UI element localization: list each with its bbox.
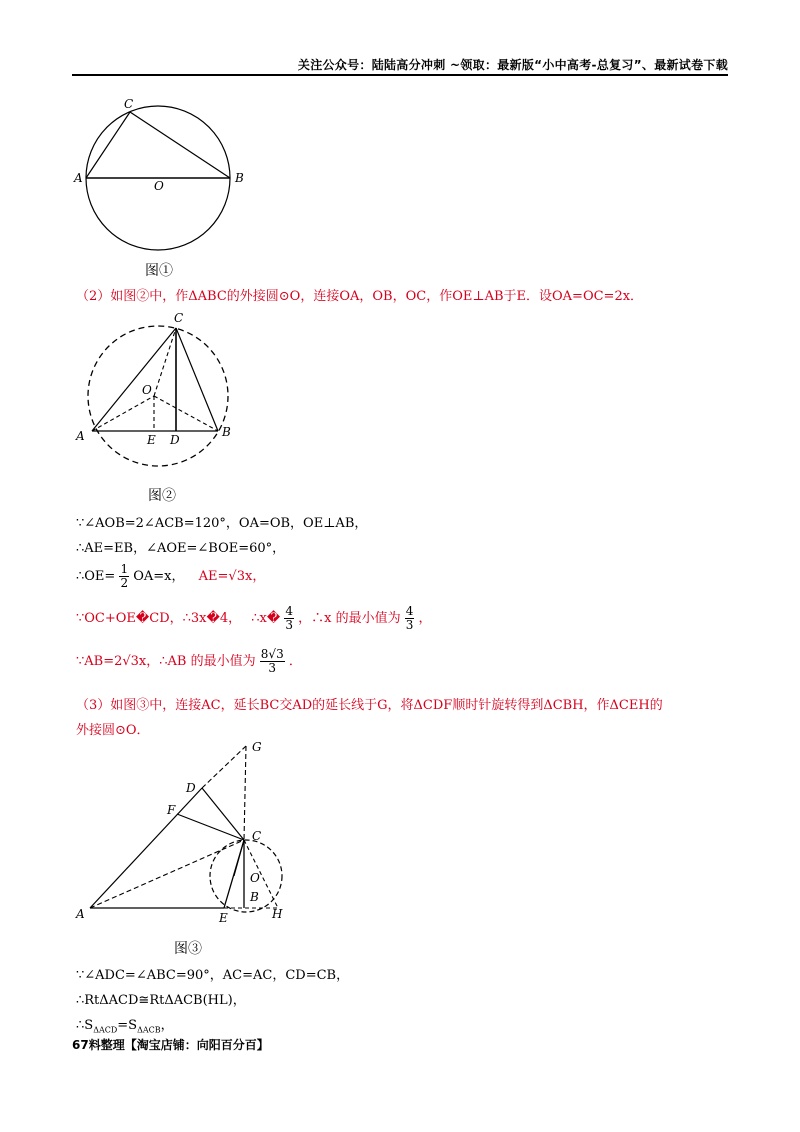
label-a: A <box>76 907 85 921</box>
line-2-1: ∵∠AOB=2∠ACB=120°，OA=OB，OE⊥AB， <box>76 516 368 531</box>
label-f: F <box>167 803 176 817</box>
label-o: O <box>250 871 260 885</box>
figure-1 <box>72 92 272 262</box>
figure-3-caption: 图③ <box>174 941 202 957</box>
label-o: O <box>154 179 164 193</box>
line-2-4: ∵OC+OE�CD，∴3x�4， ∴x� $\frac{4}{3}$ ，∴x 的最小值为 $\frac{4}{3}$ ， <box>76 604 432 632</box>
label-e: E <box>147 433 156 447</box>
line-3-2: ∴RtΔACD≅RtΔACB(HL)， <box>76 993 246 1008</box>
line-2-3: ∴OE= $\frac{1}{2}$ OA=x， AE=√3x， <box>76 562 266 590</box>
para-3-line-2: 外接圆⊙O． <box>76 723 150 738</box>
figure-2 <box>72 308 242 473</box>
para-3-line-1: （3）如图③中，连接AC，延长BC交AD的延长线于G，将ΔCDF顺时针旋转得到ΔCBH，作ΔCEH的 <box>76 698 663 713</box>
label-d: D <box>170 433 180 447</box>
label-a: A <box>76 429 85 443</box>
label-a: A <box>74 171 83 185</box>
figure-2-caption: 图② <box>148 488 176 504</box>
line-2-5: ∵AB=2√3x，∴AB 的最小值为 $\frac{8√3}{3}$ ． <box>76 647 302 675</box>
label-d: D <box>186 781 196 795</box>
label-g: G <box>252 740 262 754</box>
line-3-3: $\therefore S_{\Delta ACD}=S_{\Delta ACB}$， <box>76 1018 174 1035</box>
page-header <box>72 52 728 76</box>
figure-1-caption: 图① <box>145 263 173 279</box>
line-3-1: ∵∠ADC=∠ABC=90°，AC=AC，CD=CB， <box>76 968 350 983</box>
para-2: （2）如图②中，作ΔABC的外接圆⊙O，连接OA，OB，OC，作OE⊥AB于E．设OA=OC=2x． <box>76 289 644 304</box>
label-c: C <box>252 829 262 843</box>
line-2-2: ∴AE=EB，∠AOE=∠BOE=60°， <box>76 541 286 556</box>
label-o: O <box>142 383 152 397</box>
label-b: B <box>222 425 231 439</box>
figure-3 <box>72 736 312 926</box>
label-b: B <box>250 890 259 904</box>
label-b: B <box>235 171 244 185</box>
label-c: C <box>124 97 134 111</box>
label-h: H <box>272 907 283 921</box>
page-footer: 67料整理【淘宝店铺：向阳百分百】 <box>72 1038 269 1052</box>
header-text: 关注公众号：陆陆高分冲刺 ~领取：最新版“小中高考-总复习”、最新试卷下载 <box>297 58 728 72</box>
label-e: E <box>219 911 228 925</box>
label-c: C <box>174 311 184 325</box>
